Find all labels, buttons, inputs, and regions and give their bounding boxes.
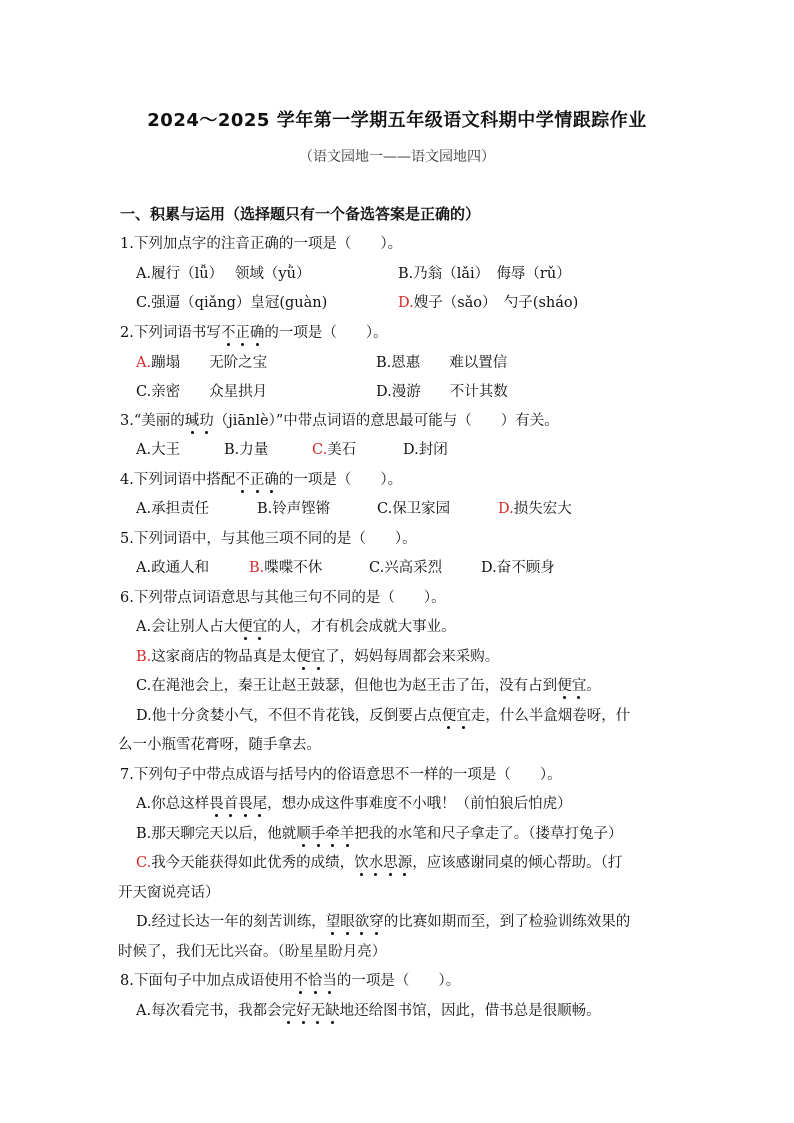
answer-mark: C. xyxy=(312,442,328,458)
question-2-stem: 2.下列词语书写不正确的一项是（ ）。 xyxy=(120,325,388,341)
emphasis-dot-char: 畏 xyxy=(209,796,224,812)
question-1-option-c: C.强逼（qiǎng）皇冠(guàn) xyxy=(136,295,328,311)
answer-mark: A. xyxy=(136,355,152,371)
question-7-option-b: B.那天聊完天以后，他就顺手牵羊把我的水笔和尺子拿走了。（搂草打兔子） xyxy=(136,826,623,842)
emphasis-dot-char: 恰 xyxy=(307,973,323,989)
document-title: 2024～2025 学年第一学期五年级语文科期中学情跟踪作业 xyxy=(147,110,647,131)
emphasis-dots xyxy=(296,649,325,665)
emphasis-dots xyxy=(282,1003,340,1019)
question-7-option-d-continued: 时候了，我们无比兴奋。（盼星星盼月亮） xyxy=(118,944,387,960)
question-3-option-c: C.美石 xyxy=(312,442,357,458)
question-3-option-b: B.力量 xyxy=(224,442,269,458)
emphasis-dots xyxy=(238,619,267,635)
emphasis-dot-char: 好 xyxy=(296,1003,311,1019)
question-8-stem: 8.下面句子中加点成语使用不恰当的一项是（ ）。 xyxy=(120,973,461,989)
question-6-option-d-continued: 么一小瓶雪花膏呀，随手拿去。 xyxy=(118,737,321,753)
emphasis-dot-char: 望 xyxy=(325,914,341,930)
question-4-option-d: D.损失宏大 xyxy=(498,501,572,517)
emphasis-dot-char: 完 xyxy=(281,1003,297,1019)
emphasis-dots xyxy=(185,413,214,429)
question-2-option-c: C.亲密 众星拱月 xyxy=(136,384,268,400)
emphasis-dots xyxy=(326,914,384,930)
emphasis-dots xyxy=(557,678,586,694)
emphasis-dot-char: 瑊 xyxy=(184,413,200,429)
question-5-option-b: B.喋喋不休 xyxy=(249,560,323,576)
emphasis-dots xyxy=(442,708,471,724)
emphasis-dots xyxy=(296,826,354,842)
question-2-option-a: A.蹦塌 无阶之宝 xyxy=(136,355,268,371)
emphasis-dots xyxy=(235,472,279,488)
emphasis-dot-char: 便 xyxy=(441,708,457,724)
emphasis-dot-char: 无 xyxy=(310,1003,326,1019)
question-7-option-c-continued: 开天窗说亮话） xyxy=(118,885,220,901)
question-4-option-a: A.承担责任 xyxy=(136,501,210,517)
emphasis-dot-char: 手 xyxy=(310,826,326,842)
emphasis-dot-char: 欲 xyxy=(354,914,370,930)
answer-mark: C. xyxy=(136,855,152,871)
question-1-stem: 1.下列加点字的注音正确的一项是（ ）。 xyxy=(120,236,403,252)
emphasis-dots xyxy=(354,855,412,871)
emphasis-dot-char: 便 xyxy=(296,649,311,665)
question-1-option-d: D.嫂子（sǎo） 勺子(sháo) xyxy=(398,295,579,311)
question-7-option-d: D.经过长达一年的刻苦训练，望眼欲穿的比赛如期而至，到了检验训练效果的 xyxy=(136,914,631,930)
emphasis-dot-char: 宜 xyxy=(252,619,268,635)
question-2-option-d: D.漫游 不计其数 xyxy=(376,384,508,400)
question-3-option-a: A.大王 xyxy=(136,442,181,458)
question-4-option-b: B.铃声铿锵 xyxy=(257,501,331,517)
emphasis-dot-char: 首 xyxy=(223,796,239,812)
question-5-option-d: D.奋不顾身 xyxy=(481,560,555,576)
answer-mark: D. xyxy=(398,295,414,311)
emphasis-dot-char: 水 xyxy=(368,855,384,871)
document-subtitle: （语文园地一——语文园地四） xyxy=(299,149,495,165)
question-6-option-a: A.会让别人占大便宜的人，才有机会成就大事业。 xyxy=(136,619,456,635)
question-5-option-c: C.兴高采烈 xyxy=(369,560,443,576)
emphasis-dots xyxy=(209,796,267,812)
question-4-stem: 4.下列词语中搭配不正确的一项是（ ）。 xyxy=(120,472,403,488)
emphasis-dot-char: 缺 xyxy=(325,1003,340,1019)
emphasis-dot-char: 不 xyxy=(220,325,236,341)
emphasis-dot-char: 便 xyxy=(557,678,572,694)
question-1-option-b: B.乃翁（lǎi） 侮辱（rǔ） xyxy=(398,266,571,282)
emphasis-dot-char: 穿 xyxy=(369,914,384,930)
emphasis-dot-char: 眼 xyxy=(340,914,355,930)
emphasis-dot-char: 便 xyxy=(238,619,253,635)
question-7-option-c: C.我今天能获得如此优秀的成绩，饮水思源，应该感谢同桌的倾心帮助。（打 xyxy=(136,855,623,871)
emphasis-dot-char: 思 xyxy=(383,855,398,871)
section-heading: 一、积累与运用（选择题只有一个备选答案是正确的） xyxy=(120,205,481,223)
question-7-stem: 7.下列句子中带点成语与括号内的俗语意思不一样的一项是（ ）。 xyxy=(120,767,562,783)
question-6-option-b: B.这家商店的物品真是太便宜了，妈妈每周都会来采购。 xyxy=(136,649,500,665)
question-6-option-d: D.他十分贪婪小气，不但不肯花钱，反倒要占点便宜走，什么半盒烟卷呀，什 xyxy=(136,708,631,724)
emphasis-dot-char: 不 xyxy=(235,472,250,488)
emphasis-dots xyxy=(293,973,337,989)
question-4-option-c: C.保卫家园 xyxy=(377,501,451,517)
answer-mark: B. xyxy=(249,560,265,576)
question-6-option-c: C.在渑池会上，秦王让赵王鼓瑟，但他也为赵王击了缶，没有占到便宜。 xyxy=(136,678,601,694)
emphasis-dot-char: 不 xyxy=(293,973,308,989)
emphasis-dot-char: 当 xyxy=(322,973,337,989)
emphasis-dots xyxy=(221,325,265,341)
emphasis-dot-char: 畏 xyxy=(238,796,253,812)
question-1-option-a: A.履行（lǚ） 领域（yǜ） xyxy=(136,266,311,282)
emphasis-dot-char: 宜 xyxy=(456,708,471,724)
question-6-stem: 6.下列带点词语意思与其他三句不同的是（ ）。 xyxy=(120,590,446,606)
emphasis-dot-char: 正 xyxy=(235,325,250,341)
emphasis-dot-char: 确 xyxy=(249,325,265,341)
question-3-stem: 3.“美丽的瑊玏（jiānlè）”中带点词语的意思最可能与（ ）有关。 xyxy=(120,413,559,429)
emphasis-dot-char: 羊 xyxy=(339,826,355,842)
emphasis-dot-char: 尾 xyxy=(252,796,268,812)
question-3-option-d: D.封闭 xyxy=(403,442,448,458)
emphasis-dot-char: 正 xyxy=(249,472,265,488)
question-5-option-a: A.政通人和 xyxy=(136,560,210,576)
emphasis-dot-char: 源 xyxy=(397,855,413,871)
answer-mark: B. xyxy=(136,649,152,665)
emphasis-dot-char: 顺 xyxy=(296,826,311,842)
emphasis-dot-char: 宜 xyxy=(310,649,326,665)
answer-mark: D. xyxy=(498,501,514,517)
emphasis-dot-char: 宜 xyxy=(571,678,587,694)
question-7-option-a: A.你总这样畏首畏尾，想办成这件事难度不小哦！（前怕狼后怕虎） xyxy=(136,796,572,812)
emphasis-dot-char: 玏 xyxy=(199,413,214,429)
question-2-option-b: B.恩惠 难以置信 xyxy=(376,355,508,371)
question-5-stem: 5.下列词语中，与其他三项不同的是（ ）。 xyxy=(120,531,417,547)
question-8-option-a: A.每次看完书，我都会完好无缺地还给图书馆，因此，借书总是很顺畅。 xyxy=(136,1003,601,1019)
emphasis-dot-char: 牵 xyxy=(325,826,340,842)
emphasis-dot-char: 确 xyxy=(264,472,279,488)
emphasis-dot-char: 饮 xyxy=(354,855,369,871)
